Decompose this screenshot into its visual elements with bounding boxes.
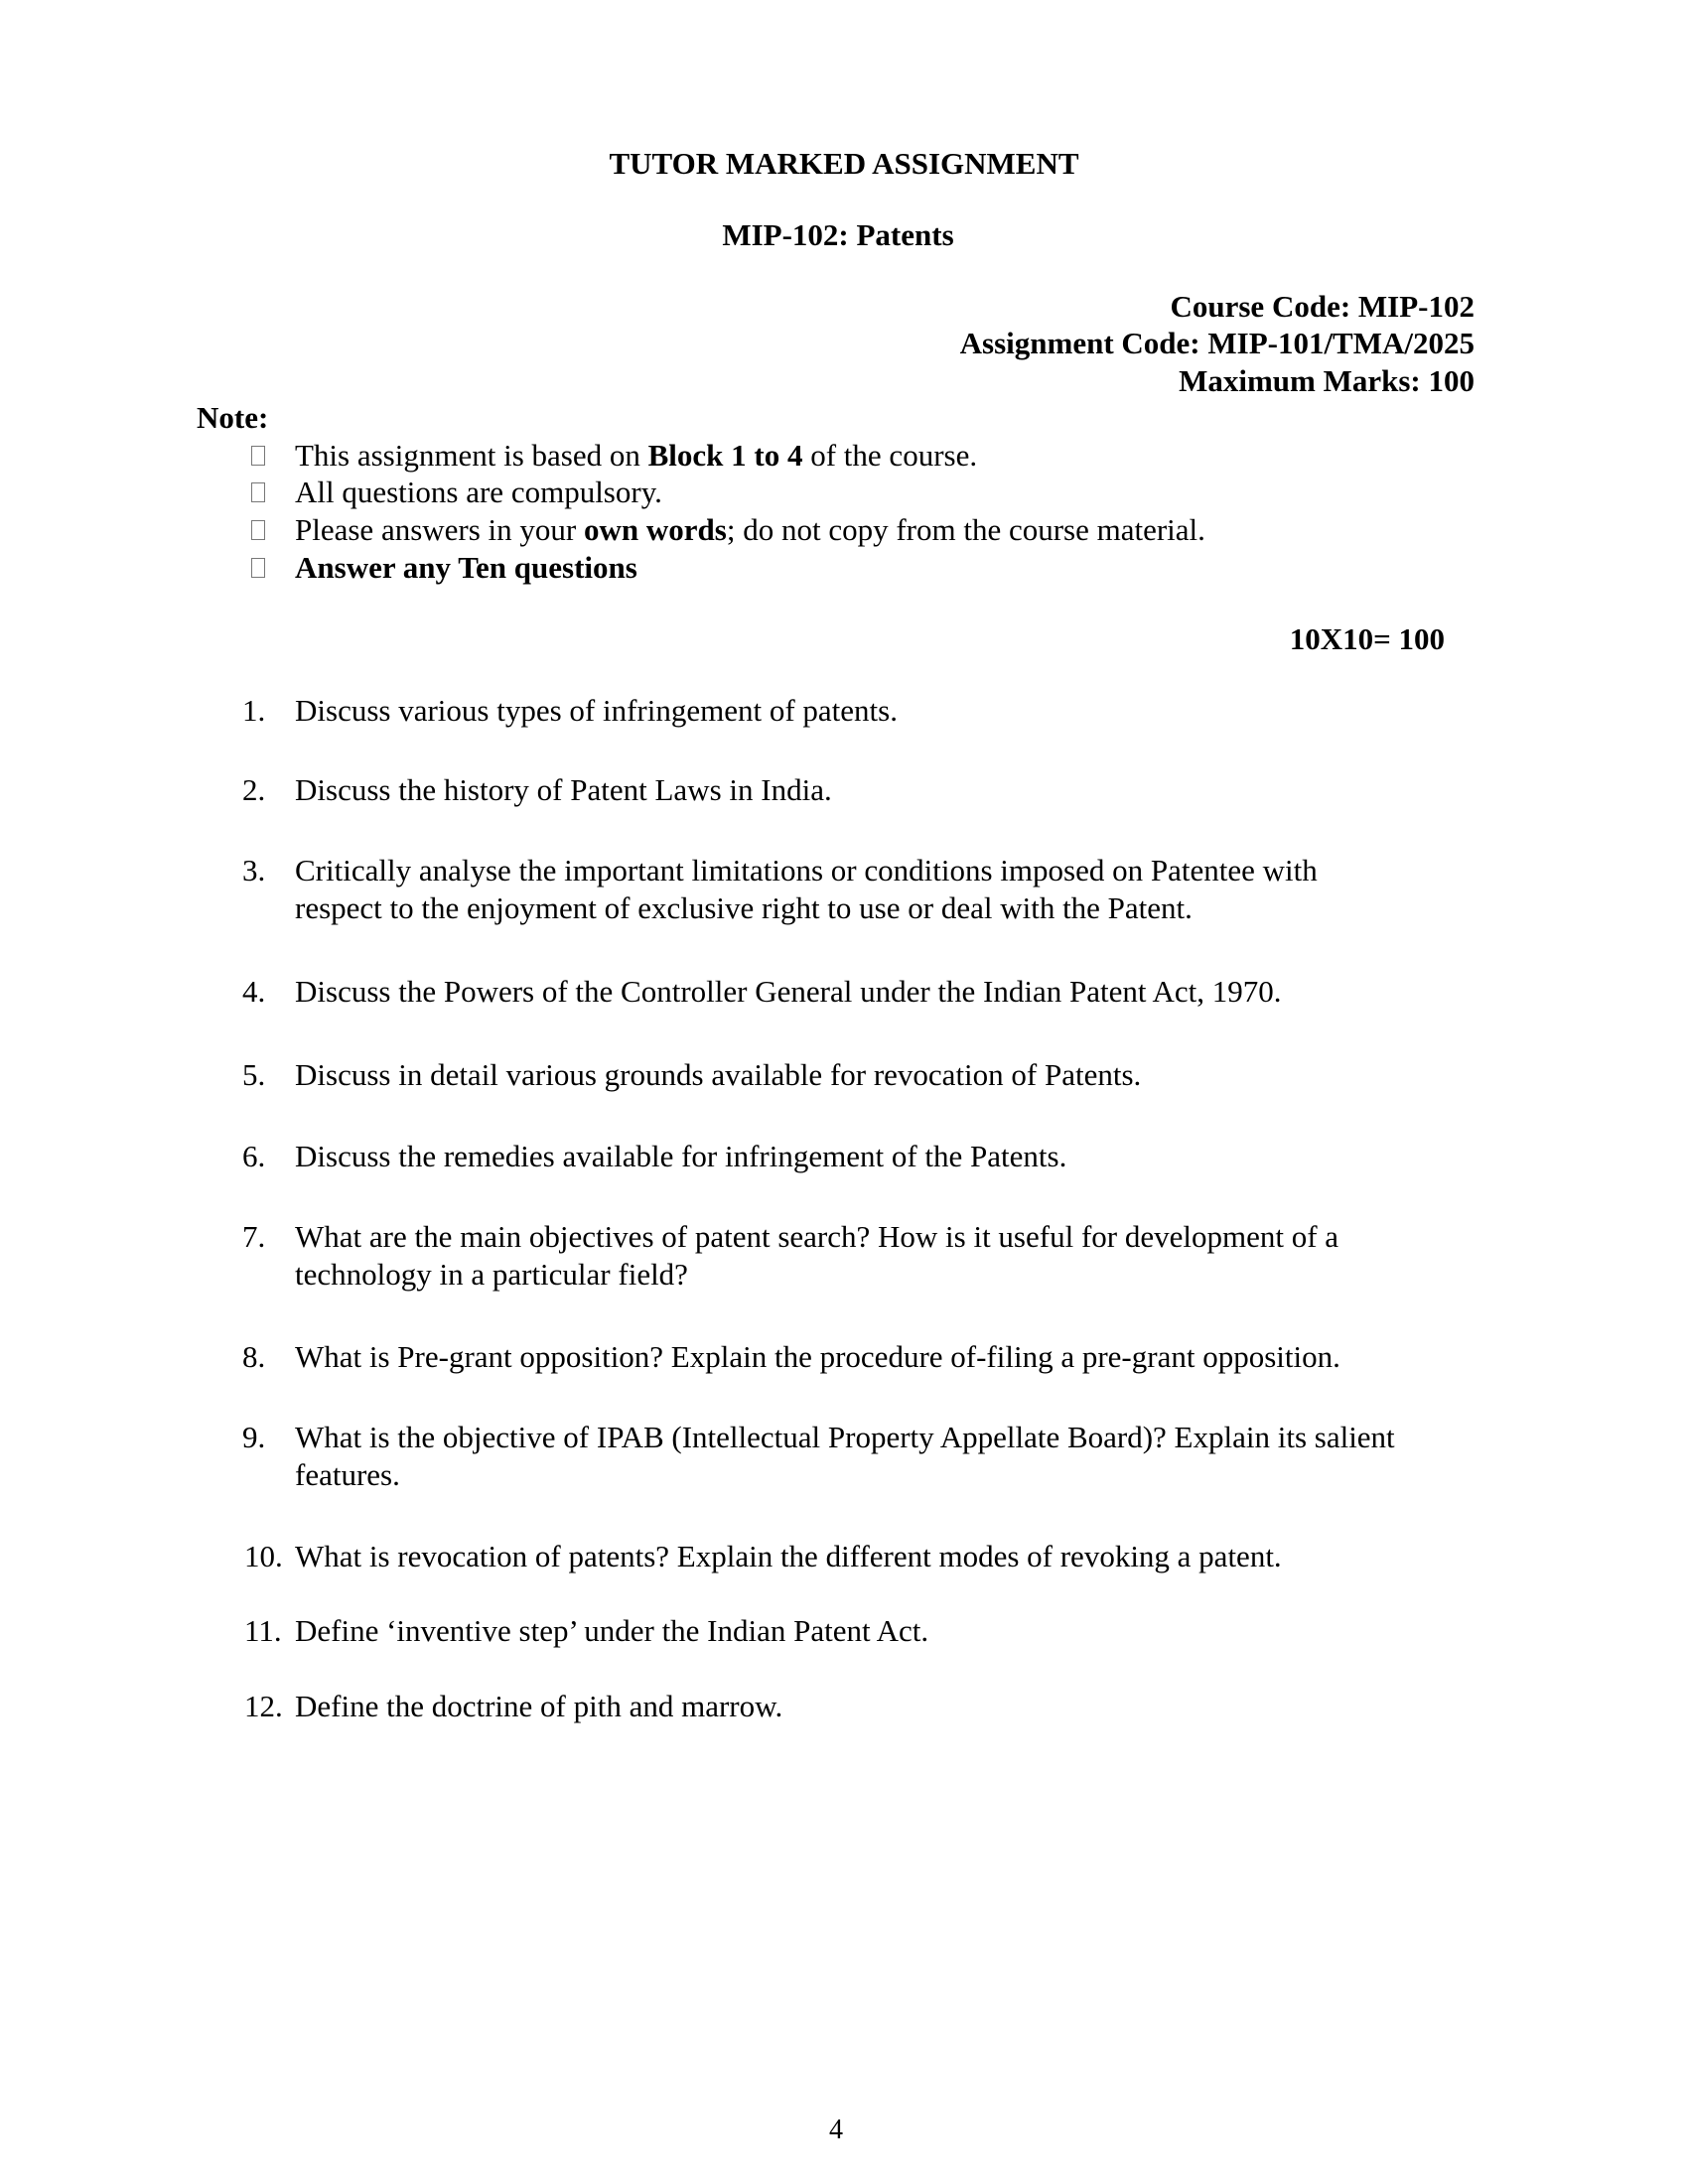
page-number: 4 (829, 2115, 843, 2145)
note-text: This assignment is based on (295, 438, 648, 473)
question-number: 7. (242, 1219, 266, 1254)
marks-scheme: 10X10= 100 (1289, 621, 1445, 656)
question-text: What is the objective of IPAB (Intellectual Property Appellate Board)? Explain its salient (295, 1420, 1395, 1454)
question-item (0, 1419, 1688, 1498)
question-text: Discuss in detail various grounds available for revocation of Patents. (295, 1057, 1142, 1092)
note-emphasis: Block 1 to 4 (647, 438, 803, 473)
question-item (0, 852, 1688, 931)
missing-glyph-box-icon (251, 446, 265, 466)
question-number: 10. (244, 1539, 283, 1573)
question-text: What is revocation of patents? Explain the different modes of revoking a patent. (295, 1539, 1282, 1573)
question-text: What is Pre-grant opposition? Explain the procedure of-filing a pre-grant opposition. (295, 1339, 1340, 1374)
question-text: Define the doctrine of pith and marrow. (295, 1689, 783, 1723)
question-text-continuation: respect to the enjoyment of exclusive right to use or deal with the Patent. (295, 890, 1193, 925)
note-emphasis: Answer any Ten questions (295, 550, 637, 585)
question-number: 11. (244, 1613, 282, 1648)
course-code: Course Code: MIP-102 (1170, 289, 1475, 324)
question-number: 4. (242, 974, 266, 1009)
question-number: 3. (242, 853, 266, 887)
assignment-code: Assignment Code: MIP-101/TMA/2025 (959, 326, 1475, 360)
maximum-marks: Maximum Marks: 100 (1179, 363, 1475, 398)
question-text: What are the main objectives of patent search? How is it useful for development of a (295, 1219, 1339, 1254)
question-text: Discuss the Powers of the Controller General under the Indian Patent Act, 1970. (295, 974, 1282, 1009)
course-subtitle: MIP-102: Patents (722, 217, 954, 252)
question-number: 8. (242, 1339, 266, 1374)
question-number: 6. (242, 1139, 266, 1173)
missing-glyph-box-icon (251, 558, 265, 578)
note-label: Note: (197, 400, 269, 435)
question-text: Discuss the history of Patent Laws in India. (295, 772, 832, 807)
question-text-continuation: features. (295, 1457, 400, 1492)
missing-glyph-box-icon (251, 482, 265, 502)
question-number: 2. (242, 772, 266, 807)
note-text: Please answers in your (295, 512, 584, 547)
question-text: Discuss various types of infringement of patents. (295, 693, 898, 728)
question-number: 5. (242, 1057, 266, 1092)
missing-glyph-box-icon (251, 520, 265, 540)
question-text: Critically analyse the important limitations or conditions imposed on Patentee with (295, 853, 1318, 887)
question-text: Discuss the remedies available for infringement of the Patents. (295, 1139, 1067, 1173)
note-text: of the course. (802, 438, 978, 473)
question-number: 1. (242, 693, 266, 728)
question-text: Define ‘inventive step’ under the Indian Patent Act. (295, 1613, 929, 1648)
note-emphasis: own words (584, 512, 727, 547)
note-text: All questions are compulsory. (295, 475, 662, 509)
question-item (0, 1218, 1688, 1297)
question-number: 12. (244, 1689, 283, 1723)
note-text: ; do not copy from the course material. (726, 512, 1205, 547)
question-number: 9. (242, 1420, 266, 1454)
document-title: TUTOR MARKED ASSIGNMENT (609, 146, 1079, 181)
question-text-continuation: technology in a particular field? (295, 1257, 688, 1292)
